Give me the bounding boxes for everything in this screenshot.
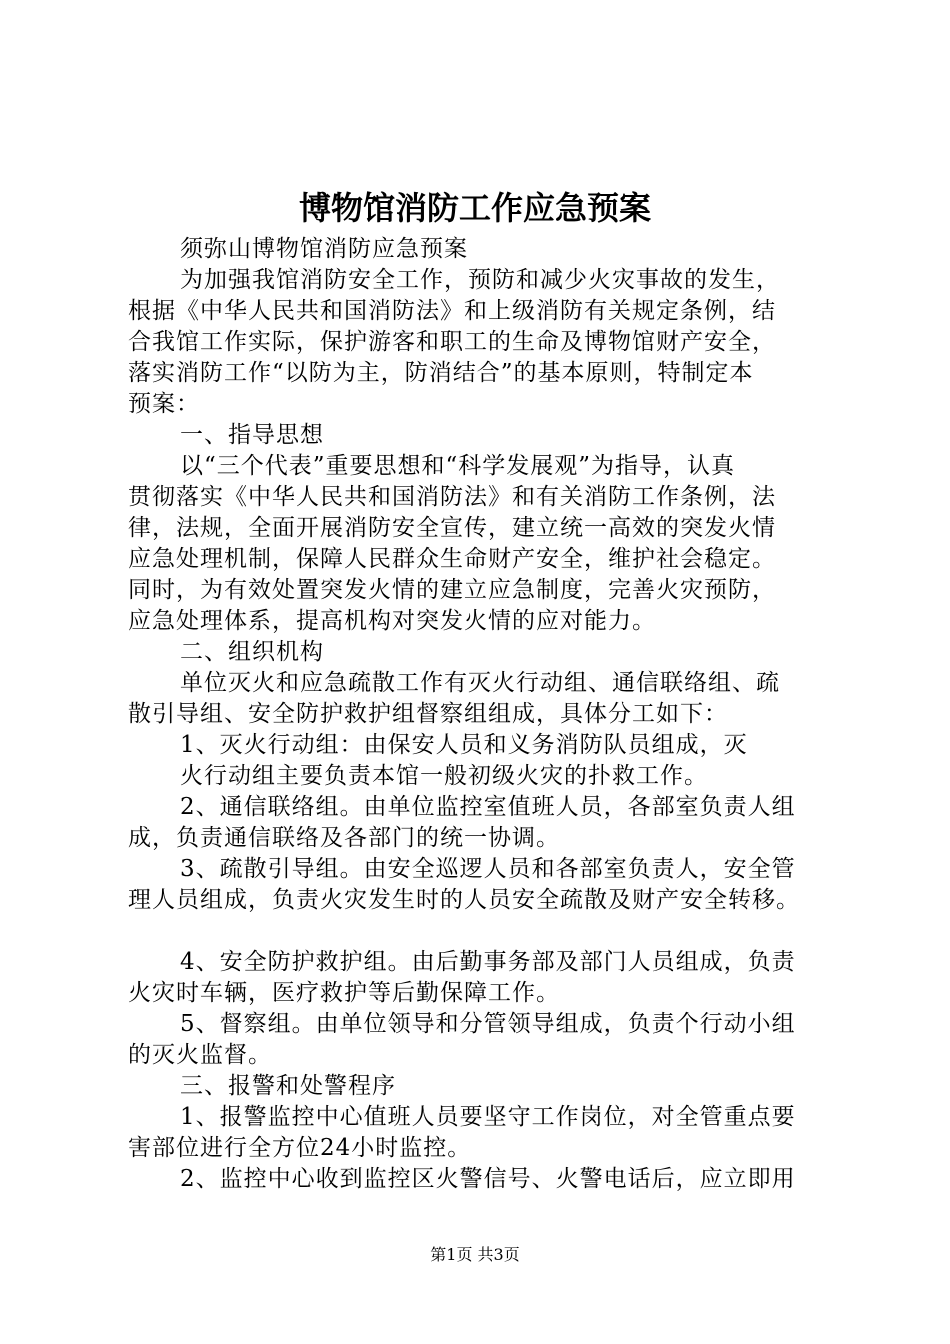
paragraph-line: 的灭火监督。 [128,1042,272,1068]
paragraph-line: 合我馆工作实际，保护游客和职工的生命及博物馆财产安全， [128,329,776,355]
section-heading: 二、组织机构 [180,639,324,665]
paragraph-line: 理人员组成，负责火灾发生时的人员安全疏散及财产安全转移。 [128,887,800,913]
paragraph-line: 以“三个代表”重要思想和“科学发展观”为指导，认真 [180,453,736,479]
paragraph-line: 贯彻落实《中华人民共和国消防法》和有关消防工作条例，法 [128,484,776,510]
page-number-footer: 第1页 共3页 [430,1245,520,1264]
paragraph-line: 应急处理机制，保障人民群众生命财产安全，维护社会稳定。 [128,546,776,572]
section-heading: 三、报警和处警程序 [180,1073,396,1099]
section-heading: 一、指导思想 [180,422,324,448]
paragraph-line: 5、督察组。由单位领导和分管领导组成，负责个行动小组 [180,1011,796,1037]
document-title: 博物馆消防工作应急预案 [298,189,651,227]
paragraph-line: 2、通信联络组。由单位监控室值班人员，各部室负责人组 [180,794,796,820]
document-body [128,234,828,1195]
paragraph-line: 害部位进行全方位24小时监控。 [128,1135,472,1161]
paragraph-line: 应急处理体系，提高机构对突发火情的应对能力。 [128,608,656,634]
paragraph-line: 须弥山博物馆消防应急预案 [180,236,468,262]
paragraph-line: 落实消防工作“以防为主，防消结合”的基本原则，特制定本 [128,360,754,386]
paragraph-line: 为加强我馆消防安全工作，预防和减少火灾事故的发生， [180,267,780,293]
paragraph-line: 同时，为有效处置突发火情的建立应急制度，完善火灾预防， [128,577,776,603]
paragraph-line: 3、疏散引导组。由安全巡逻人员和各部室负责人，安全管 [180,856,796,882]
blank-line [128,916,828,947]
paragraph-line: 预案： [128,391,200,417]
paragraph-line: 成，负责通信联络及各部门的统一协调。 [128,825,560,851]
paragraph-line: 散引导组、安全防护救护组督察组组成，具体分工如下： [128,701,728,727]
paragraph-line: 1、灭火行动组：由保安人员和义务消防队员组成，灭 [180,732,748,758]
paragraph-line: 火行动组主要负责本馆一般初级火灾的扑救工作。 [180,763,708,789]
paragraph-line: 单位灭火和应急疏散工作有灭火行动组、通信联络组、疏 [180,670,780,696]
paragraph-line: 4、安全防护救护组。由后勤事务部及部门人员组成，负责 [180,949,796,975]
paragraph-line: 2、监控中心收到监控区火警信号、火警电话后，应立即用 [180,1166,796,1192]
paragraph-line: 火灾时车辆，医疗救护等后勤保障工作。 [128,980,560,1006]
paragraph-line: 律，法规，全面开展消防安全宣传，建立统一高效的突发火情 [128,515,776,541]
paragraph-line: 1、报警监控中心值班人员要坚守工作岗位，对全管重点要 [180,1104,796,1130]
paragraph-line: 根据《中华人民共和国消防法》和上级消防有关规定条例，结 [128,298,776,324]
